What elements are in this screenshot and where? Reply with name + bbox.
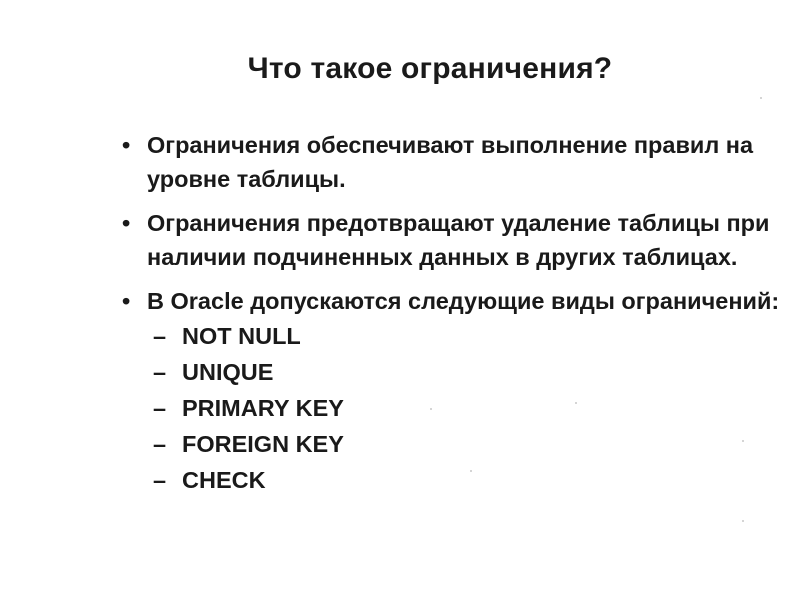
bullet-marker: • [122,288,131,314]
constraint-type-label: UNIQUE [182,359,274,385]
bullet-text: Ограничения предотвращают удаление таблицы при наличии подчиненных данных в других таблицах. [147,210,770,270]
bullet-item-oracle-constraint-types [120,284,800,498]
scan-speck [470,470,472,472]
dash-marker: – [153,323,167,349]
bullet-text: В Oracle допускаются следующие виды ограничений: [147,288,780,314]
constraint-type-check [147,462,800,498]
bullet-item-prevent-deletion [120,206,800,274]
scan-speck [742,520,744,522]
scan-speck [742,440,744,442]
scan-speck [430,408,432,410]
constraint-type-label: CHECK [182,467,266,493]
slide-title: Что такое ограничения? [247,52,613,85]
dash-marker: – [153,467,167,493]
dash-marker: – [153,359,167,385]
bullet-text: Ограничения обеспечивают выполнение правил на уровне таблицы. [147,132,754,192]
constraint-type-not-null [147,318,800,354]
dash-marker: – [153,395,167,421]
constraint-type-unique [147,354,800,390]
bullet-item-enforce-rules [120,128,800,196]
constraint-type-primary-key [147,390,800,426]
bullet-list [120,128,800,508]
constraint-type-foreign-key [147,426,800,462]
bullet-marker: • [122,210,131,236]
constraint-type-label: NOT NULL [182,323,301,349]
scan-speck [575,402,577,404]
scan-speck [760,97,762,99]
constraint-type-label: PRIMARY KEY [182,395,344,421]
dash-marker: – [153,431,167,457]
bullet-marker: • [122,132,131,158]
constraint-type-label: FOREIGN KEY [182,431,344,457]
constraint-type-list [147,318,800,498]
